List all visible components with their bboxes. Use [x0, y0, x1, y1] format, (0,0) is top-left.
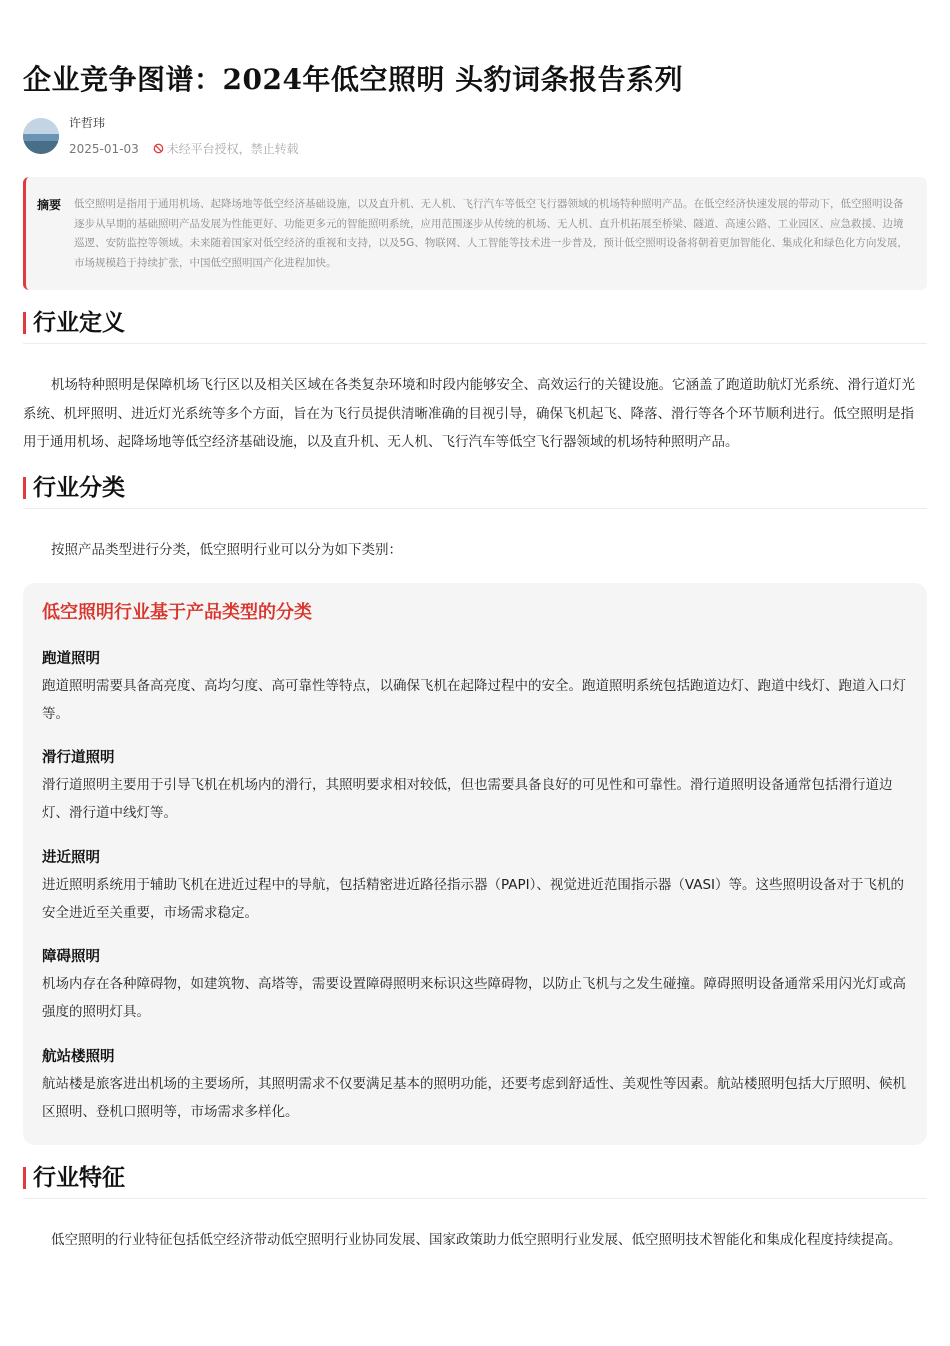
category-runway [42, 646, 908, 728]
section-header-definition [23, 305, 927, 344]
author-info [23, 112, 927, 160]
card-title: 低空照明行业基于产品类型的分类 [42, 602, 312, 623]
section-accent-bar [23, 477, 26, 499]
ban-icon [153, 143, 164, 154]
category-name: 跑道照明 [42, 651, 100, 667]
abstract-box [23, 177, 927, 290]
section-accent-bar [23, 1167, 26, 1189]
category-terminal [42, 1044, 908, 1126]
category-description: 跑道照明需要具备高亮度、高均匀度、高可靠性等特点，以确保飞机在起降过程中的安全。跑道照明系统包括跑道边灯、跑道中线灯、跑道入口灯等。 [42, 678, 906, 722]
category-taxiway [42, 745, 908, 827]
abstract-text: 低空照明是指用于通用机场、起降场地等低空经济基础设施，以及直升机、无人机、飞行汽车等低空飞行器领域的机场特种照明产品。在低空经济快速发展的带动下，低空照明设备逐步从早期的基础照明产品发展为性能更好、功能更多元的智能照明系统，应用范围逐步从传统的机场、无人机、直升机拓展至桥梁、隧道、高速公路、工业园区、应急救援、边境巡逻、安防监控等领域。未来随着国家对低空经济的重视和支持，以及5G、物联网、人工智能等技术进一步普及，预计低空照明设备将朝着更加智能化、集成化和绿色化方向发展，市场规模趋于持续扩张，中国低空照明国产化进程加快。 [74, 198, 908, 269]
category-name: 进近照明 [42, 850, 100, 866]
features-paragraph: 低空照明的行业特征包括低空经济带动低空照明行业协同发展、国家政策助力低空照明行业发展、低空照明技术智能化和集成化程度持续提高。 [51, 1232, 902, 1248]
avatar-image [23, 118, 59, 154]
copyright-notice-text: 未经平台授权，禁止转载 [166, 142, 299, 156]
section-title-features: 行业特征 [33, 1165, 125, 1191]
section-title-classification: 行业分类 [33, 475, 125, 501]
category-description: 滑行道照明主要用于引导飞机在机场内的滑行，其照明要求相对较低，但也需要具备良好的可见性和可靠性。滑行道照明设备通常包括滑行道边灯、滑行道中线灯等。 [42, 777, 893, 821]
section-accent-bar [23, 312, 26, 334]
classification-card [23, 583, 927, 1145]
copyright-notice [153, 142, 299, 156]
category-obstacle [42, 944, 908, 1026]
section-title-definition: 行业定义 [33, 310, 125, 336]
category-description: 航站楼是旅客进出机场的主要场所，其照明需求不仅要满足基本的照明功能，还要考虑到舒适性、美观性等因素。航站楼照明包括大厅照明、候机区照明、登机口照明等，市场需求多样化。 [42, 1076, 906, 1120]
section-header-features [23, 1160, 927, 1199]
avatar[interactable] [23, 118, 59, 154]
category-name: 障碍照明 [42, 949, 100, 965]
category-description: 机场内存在各种障碍物，如建筑物、高塔等，需要设置障碍照明来标识这些障碍物，以防止飞机与之发生碰撞。障碍照明设备通常采用闪光灯或高强度的照明灯具。 [42, 976, 906, 1020]
classification-intro: 按照产品类型进行分类，低空照明行业可以分为如下类别： [51, 542, 402, 558]
author-name[interactable]: 许哲玮 [69, 116, 106, 130]
page-title: 企业竞争图谱：2024年低空照明 头豹词条报告系列 [23, 63, 684, 96]
category-name: 滑行道照明 [42, 750, 115, 766]
category-approach [42, 845, 908, 927]
article-meta [69, 140, 299, 157]
publish-date: 2025-01-03 [69, 142, 139, 156]
category-description: 进近照明系统用于辅助飞机在进近过程中的导航，包括精密进近路径指示器（PAPI）、视觉进近范围指示器（VASI）等。这些照明设备对于飞机的安全进近至关重要，市场需求稳定。 [42, 877, 905, 921]
category-name: 航站楼照明 [42, 1049, 115, 1065]
abstract-label: 摘要 [37, 198, 62, 212]
definition-paragraph: 机场特种照明是保障机场飞行区以及相关区域在各类复杂环境和时段内能够安全、高效运行的关键设施。它涵盖了跑道助航灯光系统、滑行道灯光系统、机坪照明、进近灯光系统等多个方面，旨在为飞行员提供清晰准确的目视引导，确保飞机起飞、降落、滑行等各个环节顺利进行。低空照明是指用于通用机场、起降场地等低空经济基础设施，以及直升机、无人机、飞行汽车等低空飞行器领域的机场特种照明产品。 [23, 377, 915, 450]
section-header-classification [23, 470, 927, 509]
